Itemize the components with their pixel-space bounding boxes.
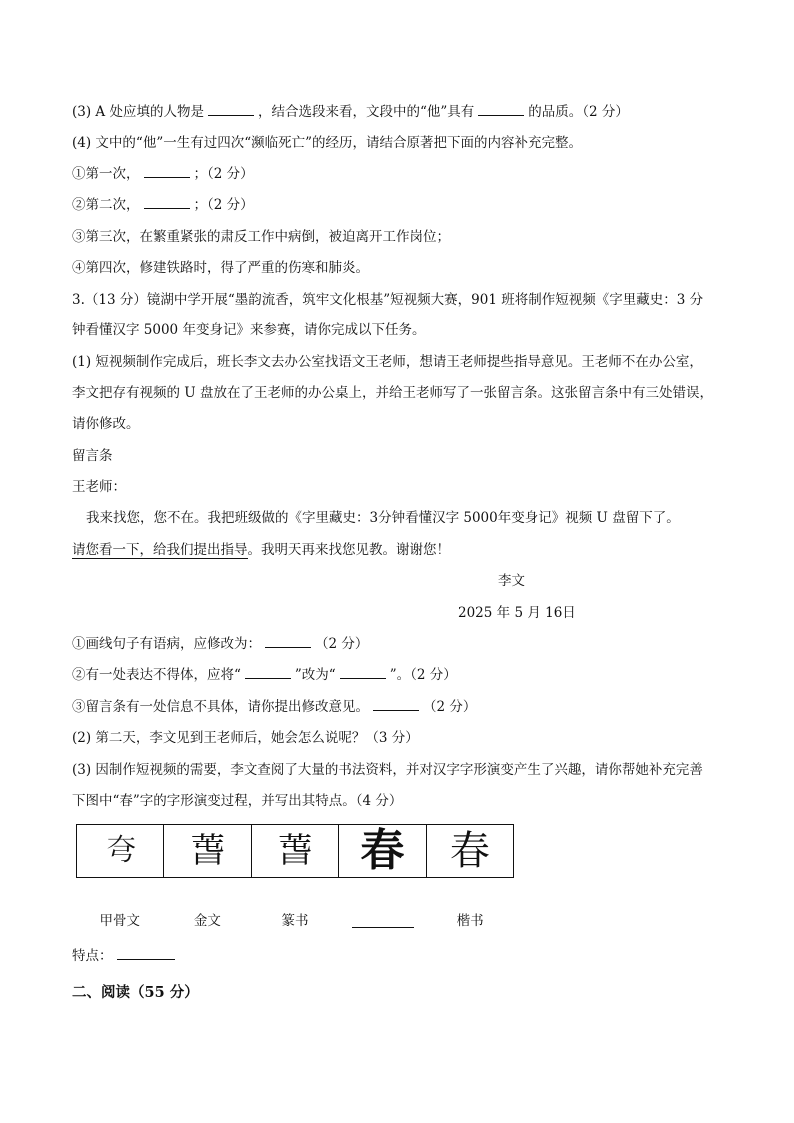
sub-question-3: (3) 因制作短视频的需要，李文查阅了大量的书法资料，并对汉字字形演变产生了兴趣，请你帮她补充完善	[72, 762, 703, 778]
note-body-2: 请您看一下，给我们提出指导。我明天再来找您见教。谢谢您！	[72, 542, 450, 558]
label-kaishu: 楷书	[456, 913, 484, 929]
note-title: 留言条	[72, 448, 113, 464]
sub-question-1-cont2: 请你修改。	[72, 416, 140, 432]
bronze-glyph: 萅	[190, 831, 225, 871]
sub-question-3-cont: 下图中“春”字的字形演变过程，并写出其特点。（4 分）	[72, 793, 403, 809]
section-heading: 二、阅读（55 分）	[72, 984, 199, 1001]
note-signature: 李文	[498, 573, 525, 589]
cell-jinwen	[164, 825, 251, 877]
sub-question-1-cont: 李文把存有视频的 U 盘放在了王老师的办公桌上，并给王老师写了一张留言条。这张留言条中有三处错误，	[72, 385, 713, 401]
seal-glyph: 萅	[278, 831, 313, 871]
question-3-intro-cont: 钟看懂汉字 5000 年变身记》来参赛，请你完成以下任务。	[72, 322, 426, 338]
script-evolution-table	[76, 824, 514, 878]
sub-question-2: (2) 第二天，李文见到王老师后，她会怎么说呢？（3 分）	[72, 730, 419, 746]
answer-blank[interactable]	[478, 102, 524, 116]
cell-jiaguwen	[77, 825, 164, 877]
item-second: ②第二次， ；（2 分）	[72, 197, 254, 213]
note-body-1: 我来找您，您不在。我把班级做的《字里藏史：3分钟看懂汉字 5000年变身记》视频 U 盘留下了。	[86, 510, 680, 526]
feature-line: 特点：	[72, 946, 179, 966]
underlined-sentence: 请您看一下，给我们提出指导	[72, 542, 248, 558]
regular-glyph: 春	[449, 828, 490, 873]
question-3-intro: 3.（13 分）镜湖中学开展“墨韵流香，筑牢文化根基”短视频大赛，901 班将制作短视频《字里藏史：3 分	[72, 292, 704, 308]
answer-blank[interactable]	[117, 946, 175, 960]
question-3-4: (4) 文中的“他”一生有过四次“濒临死亡”的经历，请结合原著把下面的内容补充完整。	[72, 135, 583, 151]
answer-blank[interactable]	[265, 634, 311, 648]
label-zhuanshu: 篆书	[281, 913, 309, 929]
answer-blank[interactable]	[340, 665, 386, 679]
cell-kaishu	[427, 825, 513, 877]
answer-1: ①画线句子有语病，应修改为： （2 分）	[72, 636, 369, 652]
label-jiaguwen: 甲骨文	[99, 913, 141, 929]
clerical-glyph: 春	[360, 826, 405, 875]
cell-zhuanshu	[252, 825, 339, 877]
answer-blank[interactable]	[208, 102, 254, 116]
answer-blank[interactable]	[144, 195, 190, 209]
oracle-bone-glyph: 𡗝	[106, 833, 135, 868]
answer-blank[interactable]	[245, 665, 291, 679]
answer-3: ③留言条有一处信息不具体，请你提出修改意见。 （2 分）	[72, 699, 477, 715]
question-3-3: (3) A 处应填的人物是 ，结合选段来看，文段中的“他”具有 的品质。（2 分）	[72, 104, 629, 120]
note-greeting: 王老师：	[72, 479, 126, 495]
item-first: ①第一次， ；（2 分）	[72, 166, 254, 182]
cell-lishu	[339, 825, 426, 877]
label-blank	[339, 911, 427, 931]
script-labels	[76, 911, 514, 931]
note-date: 2025 年 5 月 16日	[458, 605, 576, 621]
item-third: ③第三次，在繁重紧张的肃反工作中病倒，被迫离开工作岗位；	[72, 229, 450, 245]
answer-blank[interactable]	[144, 164, 190, 178]
answer-blank[interactable]	[352, 911, 414, 928]
item-fourth: ④第四次，修建铁路时，得了严重的伤寒和肺炎。	[72, 260, 369, 276]
sub-question-1: (1) 短视频制作完成后，班长李文去办公室找语文王老师，想请王老师提些指导意见。王老师不在办公室，	[72, 354, 703, 370]
label-jinwen: 金文	[193, 913, 221, 929]
answer-blank[interactable]	[373, 697, 419, 711]
answer-2: ②有一处表达不得体，应将“ ”改为“ ”。（2 分）	[72, 667, 457, 683]
